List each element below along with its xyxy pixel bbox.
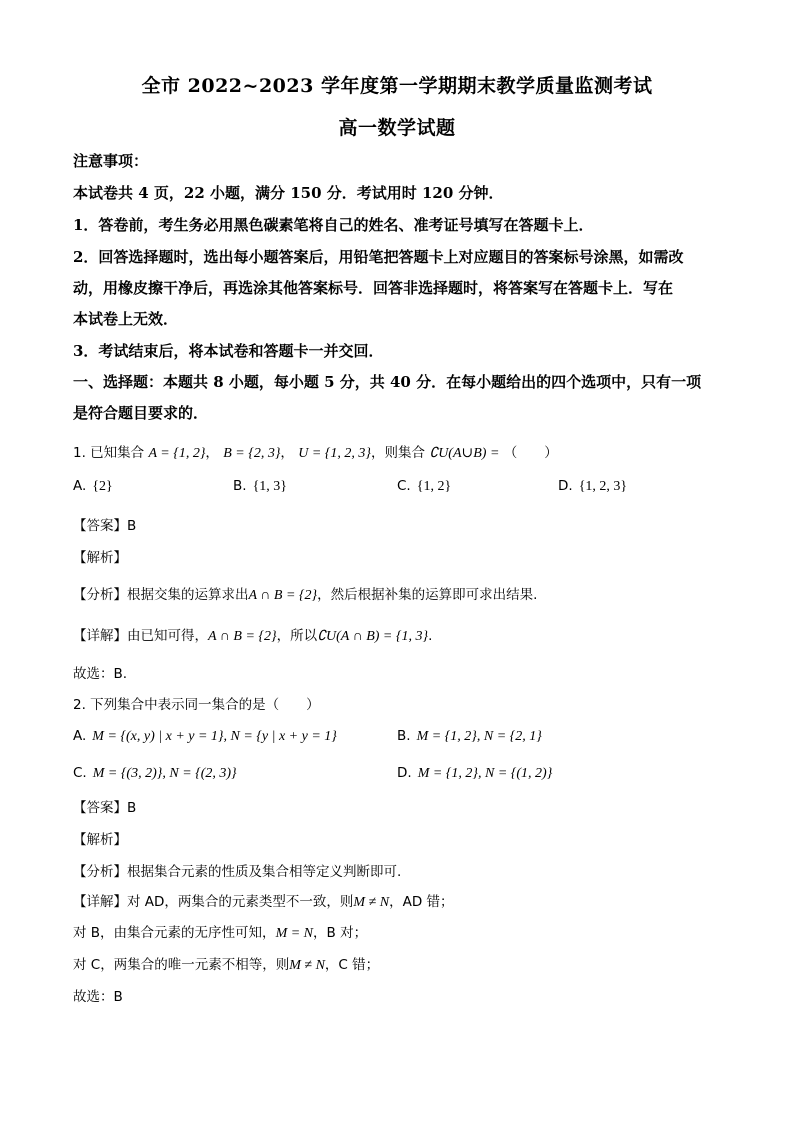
question-2-conclusion: 故选：B	[73, 989, 123, 1005]
section-1-heading-line-1: 一、选择题：本题共 8 小题，每小题 5 分，共 40 分．在每小题给出的四个选项中，只有一项	[73, 373, 702, 391]
question-1-option-a: A. {2}	[73, 478, 113, 494]
question-2-answer: 【答案】B	[73, 800, 137, 816]
notes-heading: 注意事项：	[73, 152, 149, 170]
set-a: A = {1, 2}	[148, 446, 206, 461]
set-u: U = {1, 2, 3}	[298, 446, 371, 461]
question-1-option-d: D. {1, 2, 3}	[558, 478, 628, 494]
notes-intro: 本试卷共 4 页，22 小题，满分 150 分．考试用时 120 分钟．	[73, 184, 504, 202]
question-1-analysis: 【分析】根据交集的运算求出A ∩ B = {2}，然后根据补集的运算即可求出结果.	[73, 587, 538, 603]
question-2-jiexi: 【解析】	[73, 832, 127, 848]
set-b: B = {2, 3}	[223, 446, 281, 461]
question-2-detail-1: 【详解】对 AD，两集合的元素类型不一致，则M ≠ N，AD 错；	[73, 894, 454, 910]
question-2-detail-3: 对 C，两集合的唯一元素不相等，则M ≠ N，C 错；	[73, 957, 380, 973]
question-1-jiexi: 【解析】	[73, 550, 127, 566]
question-1-answer: 【答案】B	[73, 518, 137, 534]
notes-item-2-line-1: 2．回答选择题时，选出每小题答案后，用铅笔把答题卡上对应题目的答案标号涂黑，如需改	[73, 248, 684, 266]
question-2-analysis: 【分析】根据集合元素的性质及集合相等定义判断即可.	[73, 864, 402, 880]
question-2-stem: 2. 下列集合中表示同一集合的是（ ）	[73, 697, 320, 713]
notes-item-2-line-3: 本试卷上无效．	[73, 310, 179, 328]
question-2-option-d: D. M = {1, 2}, N = {(1, 2)}	[397, 765, 553, 781]
question-1-option-b: B. {1, 3}	[233, 478, 288, 494]
notes-item-1: 1．答卷前，考生务必用黑色碳素笔将自己的姓名、准考证号填写在答题卡上．	[73, 216, 594, 234]
section-1-heading-line-2: 是符合题目要求的．	[73, 404, 209, 422]
question-2-detail-2: 对 B，由集合元素的无序性可知，M = N，B 对；	[73, 925, 368, 941]
exam-title: 全市 2022~2023 学年度第一学期期末教学质量监测考试	[141, 75, 653, 97]
question-1-prefix: 1. 已知集合	[73, 445, 145, 461]
question-1-expression: ∁U(A∪B) =	[429, 446, 500, 461]
question-1-option-c: C. {1, 2}	[397, 478, 452, 494]
question-1-stem: 1. 已知集合 A = {1, 2}， B = {2, 3}， U = {1, 2, 3}，则集合 ∁U(A∪B) = （ ）	[73, 445, 558, 461]
question-1-paren: （ ）	[503, 445, 558, 461]
notes-item-2-line-2: 动，用橡皮擦干净后，再选涂其他答案标号．回答非选择题时，将答案写在答题卡上．写在	[73, 279, 674, 297]
question-1-conclusion: 故选：B.	[73, 666, 128, 682]
exam-subtitle: 高一数学试题	[338, 117, 456, 139]
question-2-option-a: A. M = {(x, y) | x + y = 1}, N = {y | x + y = 1}	[73, 728, 337, 744]
question-1-ask: ，则集合	[370, 445, 425, 461]
notes-item-3: 3．考试结束后，将本试卷和答题卡一并交回．	[73, 342, 384, 360]
question-1-detail: 【详解】由已知可得，A ∩ B = {2}，所以∁U(A ∩ B) = {1, 3}.	[73, 628, 433, 644]
question-2-option-b: B. M = {1, 2}, N = {2, 1}	[397, 728, 542, 744]
question-2-option-c: C. M = {(3, 2)}, N = {(2, 3)}	[73, 765, 237, 781]
